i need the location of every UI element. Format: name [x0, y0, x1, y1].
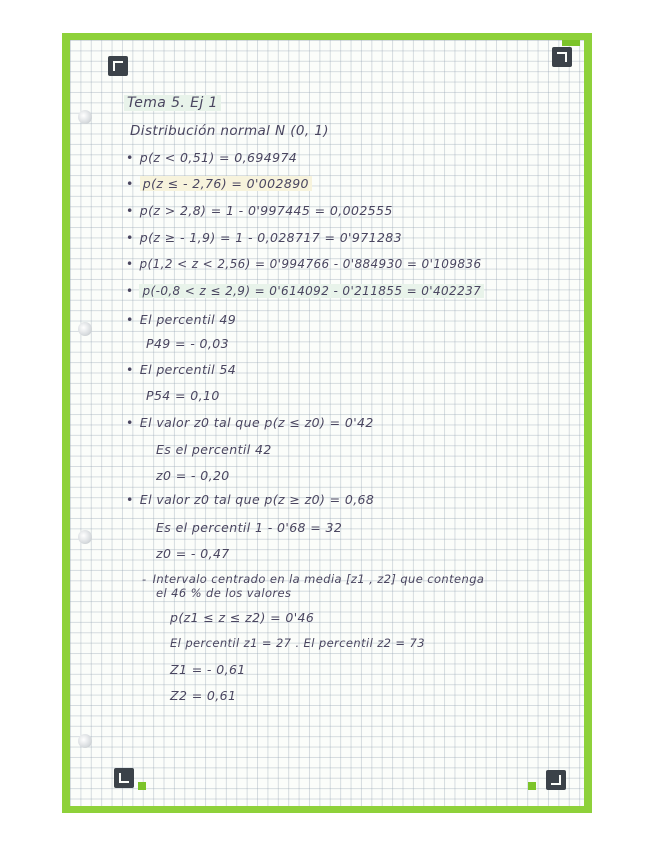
top-right-corner-mark-icon	[552, 47, 572, 67]
note-line: p(z1 ≤ z ≤ z2) = 0'46	[170, 610, 315, 625]
green-tab-icon	[562, 40, 580, 46]
note-line: el 46 % de los valores	[156, 586, 292, 600]
note-line: Es el percentil 1 - 0'68 = 32	[156, 520, 343, 535]
binder-hole-icon	[78, 530, 92, 544]
note-line: z0 = - 0,20	[156, 468, 230, 483]
note-line: Z1 = - 0,61	[170, 662, 246, 677]
note-line: • p(z < 0,51) = 0,694974	[126, 150, 298, 165]
green-marker-icon	[138, 782, 146, 790]
page-title: Tema 5. Ej 1	[124, 95, 221, 111]
note-line: • p(z > 2,8) = 1 - 0'997445 = 0,002555	[126, 203, 393, 218]
note-line: • El valor z0 tal que p(z ≥ z0) = 0,68	[126, 492, 375, 507]
note-line: P54 = 0,10	[146, 388, 220, 403]
note-line: • p(z ≥ - 1,9) = 1 - 0,028717 = 0'971283	[126, 230, 403, 245]
top-left-corner-mark-icon	[108, 56, 128, 76]
green-marker-icon	[528, 782, 536, 790]
bottom-right-corner-mark-icon	[546, 770, 566, 790]
page-subtitle: Distribución normal N (0, 1)	[130, 123, 329, 139]
note-line: • p(1,2 < z < 2,56) = 0'994766 - 0'884930 = 0'109836	[126, 257, 482, 271]
note-line: Es el percentil 42	[156, 442, 272, 457]
bottom-left-corner-mark-icon	[114, 768, 134, 788]
binder-hole-icon	[78, 110, 92, 124]
note-line: • El percentil 49	[126, 312, 237, 327]
note-line: El percentil z1 = 27 . El percentil z2 = 73	[170, 636, 425, 650]
graph-paper-sheet	[70, 40, 584, 806]
note-line: • El valor z0 tal que p(z ≤ z0) = 0'42	[126, 415, 374, 430]
binder-hole-icon	[78, 322, 92, 336]
note-line: • El percentil 54	[126, 362, 237, 377]
note-line: • p(z ≤ - 2,76) = 0'002890	[126, 176, 312, 191]
binder-hole-icon	[78, 734, 92, 748]
note-line: Z2 = 0,61	[170, 688, 237, 703]
note-line: • p(-0,8 < z ≤ 2,9) = 0'614092 - 0'211855 = 0'402237	[126, 284, 484, 298]
note-line: P49 = - 0,03	[146, 336, 229, 351]
note-line: - Intervalo centrado en la media [z1 , z2] que contenga	[142, 572, 485, 586]
note-line: z0 = - 0,47	[156, 546, 230, 561]
